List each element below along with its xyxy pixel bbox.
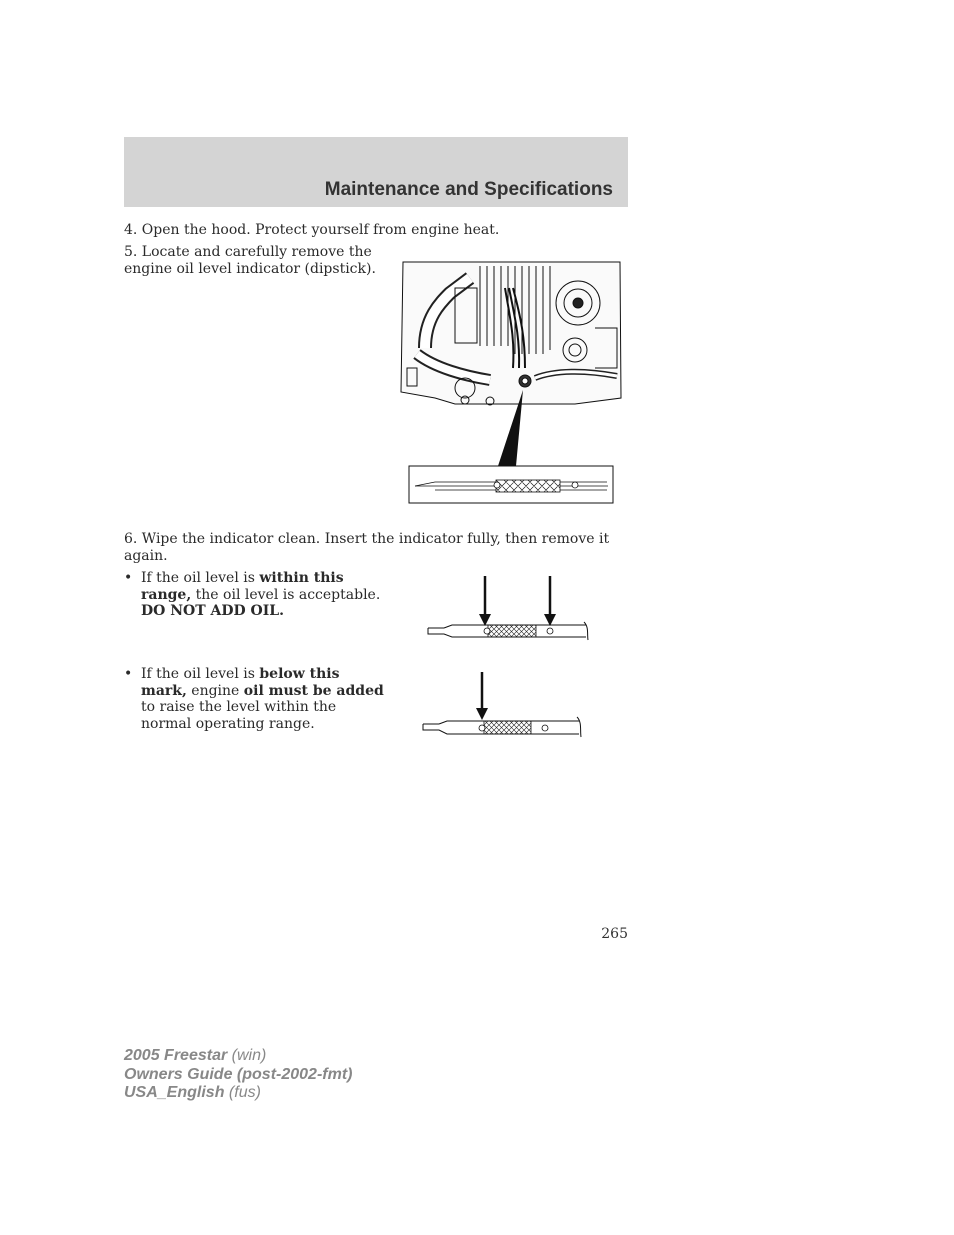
bullet-2-text-part: If the oil level is [141, 666, 260, 682]
bullet-2-text-part: normal operating range. [141, 715, 315, 732]
footer-language-code: (fus) [224, 1084, 261, 1101]
upper-mark-arrowhead [544, 614, 556, 626]
bullet-1-text-part: If the oil level is [141, 570, 260, 586]
step-6-line-2: again. [124, 547, 168, 564]
page-number: 265 [601, 926, 628, 942]
footer-language: USA_English [124, 1084, 225, 1101]
step-5-text [124, 244, 376, 277]
bullet-text [141, 666, 384, 732]
engine-dipstick-illustration [395, 258, 635, 508]
bullet-marker: • [124, 666, 133, 682]
bullet-below-mark [124, 666, 394, 736]
section-header-band [124, 137, 628, 207]
bullet-2-text-part: to raise the level within the [141, 699, 337, 715]
bullet-1-emphasis: within this [259, 570, 344, 586]
section-title: Maintenance and Specifications [324, 179, 613, 200]
document-footer [124, 1047, 352, 1103]
footer-model-code: (win) [227, 1047, 267, 1064]
bullet-2-text-part: engine [186, 682, 244, 699]
oil-must-be-added-warning: oil must be added [243, 682, 384, 699]
step-5-line-1: 5. Locate and carefully remove the [124, 244, 372, 260]
lower-mark-arrowhead [479, 614, 491, 626]
bullet-within-range [124, 570, 394, 626]
do-not-add-oil-warning: DO NOT ADD OIL. [141, 603, 284, 619]
step-6-line-1: 6. Wipe the indicator clean. Insert the indicator fully, then remove it [124, 531, 610, 547]
dipstick-below-mark-diagram [419, 670, 589, 740]
footer-guide-type: Owners Guide (post-2002-fmt) [124, 1065, 353, 1083]
bullet-2-emphasis: mark, [141, 682, 187, 699]
bullet-1-emphasis: range, [141, 586, 192, 603]
bullet-marker: • [124, 570, 133, 586]
step-6-text [124, 531, 609, 564]
step-5-line-2: engine oil level indicator (dipstick). [124, 260, 376, 277]
footer-model: 2005 Freestar [124, 1047, 228, 1064]
bullet-1-text-part: the oil level is acceptable. [191, 586, 381, 603]
low-mark-arrowhead [476, 708, 488, 720]
dipstick-within-range-diagram [424, 574, 594, 642]
step-4-text: 4. Open the hood. Protect yourself from engine heat. [124, 222, 500, 238]
bullet-text [141, 570, 380, 620]
bullet-2-emphasis: below this [259, 666, 340, 682]
